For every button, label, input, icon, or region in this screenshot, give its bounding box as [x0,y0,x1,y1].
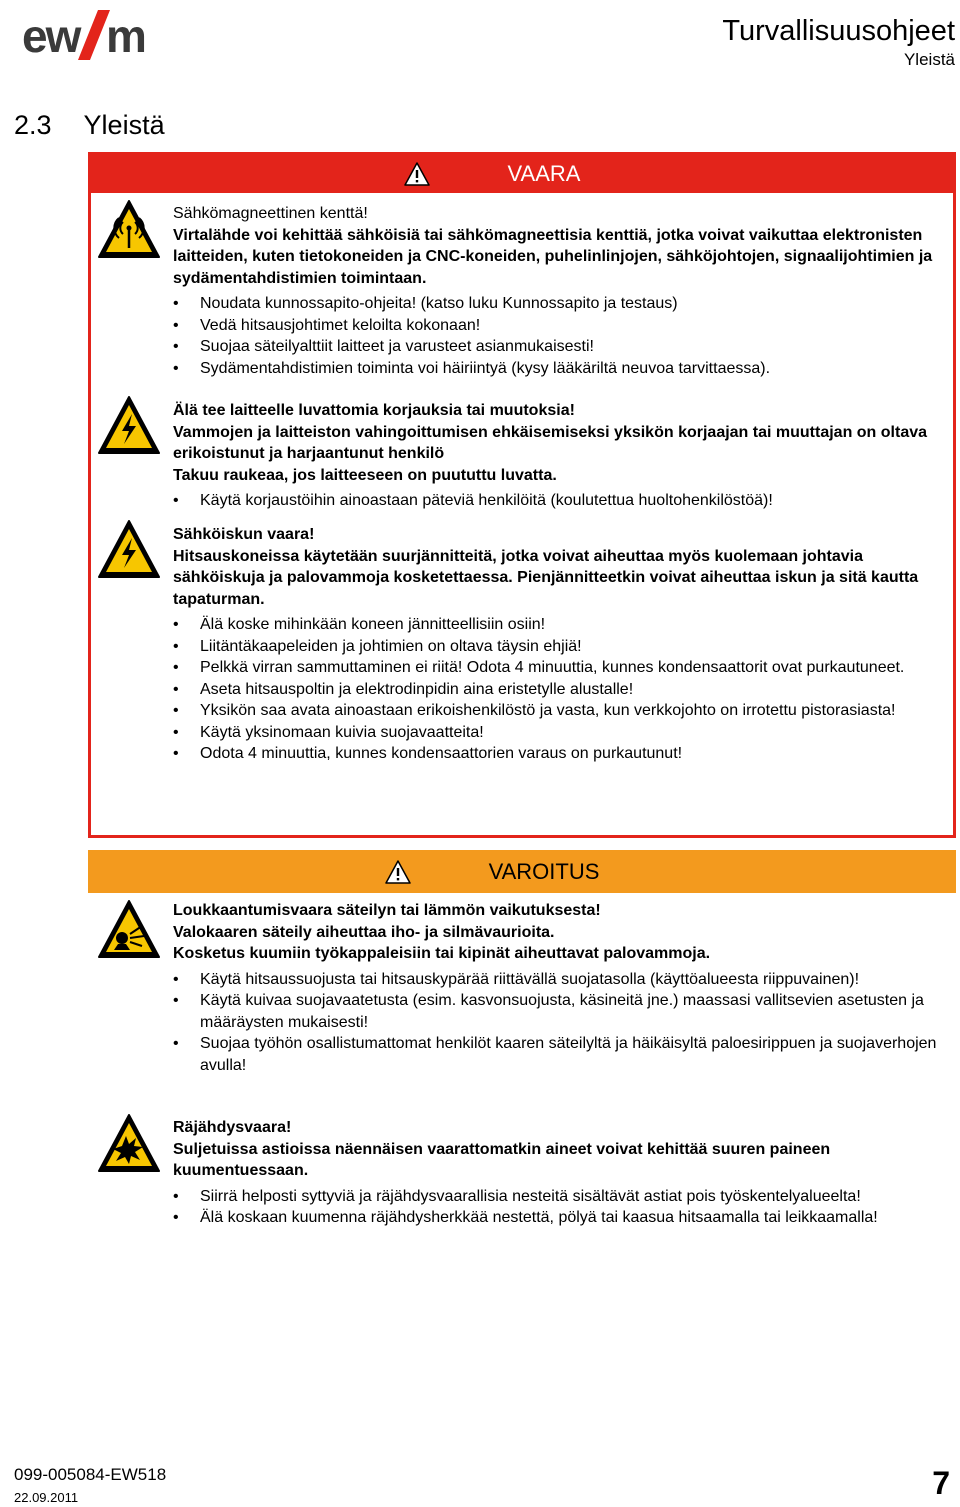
header-title: Turvallisuusohjeet [722,15,955,47]
danger-block-repairs [173,400,943,512]
block-text: Suljetuissa astioissa näennäisen vaarattomatkin aineet voivat kehittää suuren paineen kuumentuessaan. [173,1140,831,1179]
bullet-list [173,293,943,379]
list-item: • Älä koske mihinkään koneen jännitteellisiin osiin! [173,614,943,636]
svg-text:m: m [106,10,147,62]
list-item: • Yksikön saa avata ainoastaan erikoishenkilöstö ja vasta, kun verkkojohto on irrotettu pistorasiasta! [173,700,943,722]
ewm-logo [20,6,165,64]
warning-block-explosion [173,1117,943,1229]
danger-box-header [91,155,953,193]
list-item: • Suojaa työhön osallistumattomat henkilöt kaaren säteilyltä ja häikäisyltä paloesirippuen ja suojaverhojen avulla! [173,1033,943,1076]
list-item: • Käytä kuivaa suojavaatetusta (esim. kasvonsuojusta, käsineitä jne.) maassasi vallitsevien asetusten ja määräysten mukaisesti! [173,990,943,1033]
warning-triangle-icon [404,162,430,186]
block-text: Vammojen ja laitteiston vahingoittumisen ehkäisemiseksi yksikön korjaajan tai muuttajan on oltava erikoistunut ja harjaantunut henkilö [173,423,928,462]
block-title: Loukkaantumisvaara säteilyn tai lämmön vaikutuksesta! [173,902,601,919]
danger-block-shock [173,524,943,765]
danger-label: VAARA [507,161,581,186]
block-title: Räjähdysvaara! [173,1119,292,1136]
block-text: Takuu raukeaa, jos laitteeseen on puututtu luvatta. [173,466,557,484]
list-item: • Käytä korjaustöihin ainoastaan päteviä henkilöitä (koulutettua huoltohenkilöstöä)! [173,490,943,512]
warning-label: VAROITUS [488,858,600,884]
document-number: 099-005084-EW518 [14,1465,167,1484]
section-title: Yleistä [83,110,165,140]
arc-radiation-warning-icon [96,898,162,960]
document-date: 22.09.2011 [14,1490,79,1505]
block-text: Virtalähde voi kehittää sähköisiä tai sähkömagneettisia kenttiä, jotka voivat vaikuttaa elektronisten laitteiden, kuten tietokoneiden ja CNC-koneiden, puhelinlinjojen, sähköjohtojen, signaalijohtimien ja sydämentahdistimien toimintaan. [173,226,933,287]
block-title: Valokaaren säteily aiheuttaa iho- ja silmävaurioita. [173,923,555,941]
bullet-list [173,1186,943,1229]
block-title: Kosketus kuumiin työkappaleisiin tai kipinät aiheuttavat palovammoja. [173,945,711,962]
warning-box-header [88,850,956,893]
block-title: Sähkömagneettinen kenttä! [173,205,368,222]
bullet-list [173,490,943,512]
block-text: Hitsauskoneissa käytetään suurjännitteitä, jotka voivat aiheuttaa myös kuolemaan johtavia sähköiskuja ja palovammoja kosketettaessa. Pienjännitteetkin voivat aiheuttaa iskun ja sitä kautta tapaturman. [173,547,919,608]
block-title: Älä tee laitteelle luvattomia korjauksia tai muutoksia! [173,402,575,419]
header-subtitle: Yleistä [903,50,955,69]
bullet-list [173,614,943,765]
danger-block-emf [173,203,943,379]
list-item: • Liitäntäkaapeleiden ja johtimien on oltava täysin ehjiä! [173,636,943,658]
electric-shock-warning-icon [96,518,162,580]
list-item: • Noudata kunnossapito-ohjeita! (katso luku Kunnossapito ja testaus) [173,293,943,315]
list-item: • Pelkkä virran sammuttaminen ei riitä! Odota 4 minuuttia, kunnes kondensaattorit ovat purkautuneet. [173,657,943,679]
bullet-list [173,969,943,1077]
list-item: • Suojaa säteilyalttiit laitteet ja varusteet asianmukaisesti! [173,336,943,358]
section-heading [14,108,165,142]
electromagnetic-field-warning-icon [96,198,162,260]
svg-text:ew: ew [22,10,80,62]
warning-triangle-icon [385,860,411,884]
explosion-warning-icon [96,1112,162,1174]
high-voltage-warning-icon [96,394,162,456]
list-item: • Sydämentahdistimien toiminta voi häiriintyä (kysy lääkäriltä neuvoa tarvittaessa). [173,358,943,380]
list-item: • Odota 4 minuuttia, kunnes kondensaattorien varaus on purkautunut! [173,743,943,765]
list-item: • Käytä hitsaussuojusta tai hitsauskypärää riittävällä suojatasolla (käyttöalueesta riippuvainen)! [173,969,943,991]
list-item: • Vedä hitsausjohtimet keloilta kokonaan! [173,315,943,337]
block-title: Sähköiskun vaara! [173,526,315,543]
list-item: • Siirrä helposti syttyviä ja räjähdysvaarallisia nesteitä sisältävät astiat pois työskentelyalueelta! [173,1186,943,1208]
page-number: 7 [932,1465,950,1501]
list-item: • Aseta hitsauspoltin ja elektrodinpidin aina eristetylle alustalle! [173,679,943,701]
list-item: • Älä koskaan kuumenna räjähdysherkkää nestettä, pölyä tai kaasua hitsaamalla tai leikkaamalla! [173,1207,943,1229]
warning-block-radiation [173,900,943,1076]
section-number: 2.3 [14,110,52,140]
list-item: • Käytä yksinomaan kuivia suojavaatteita! [173,722,943,744]
